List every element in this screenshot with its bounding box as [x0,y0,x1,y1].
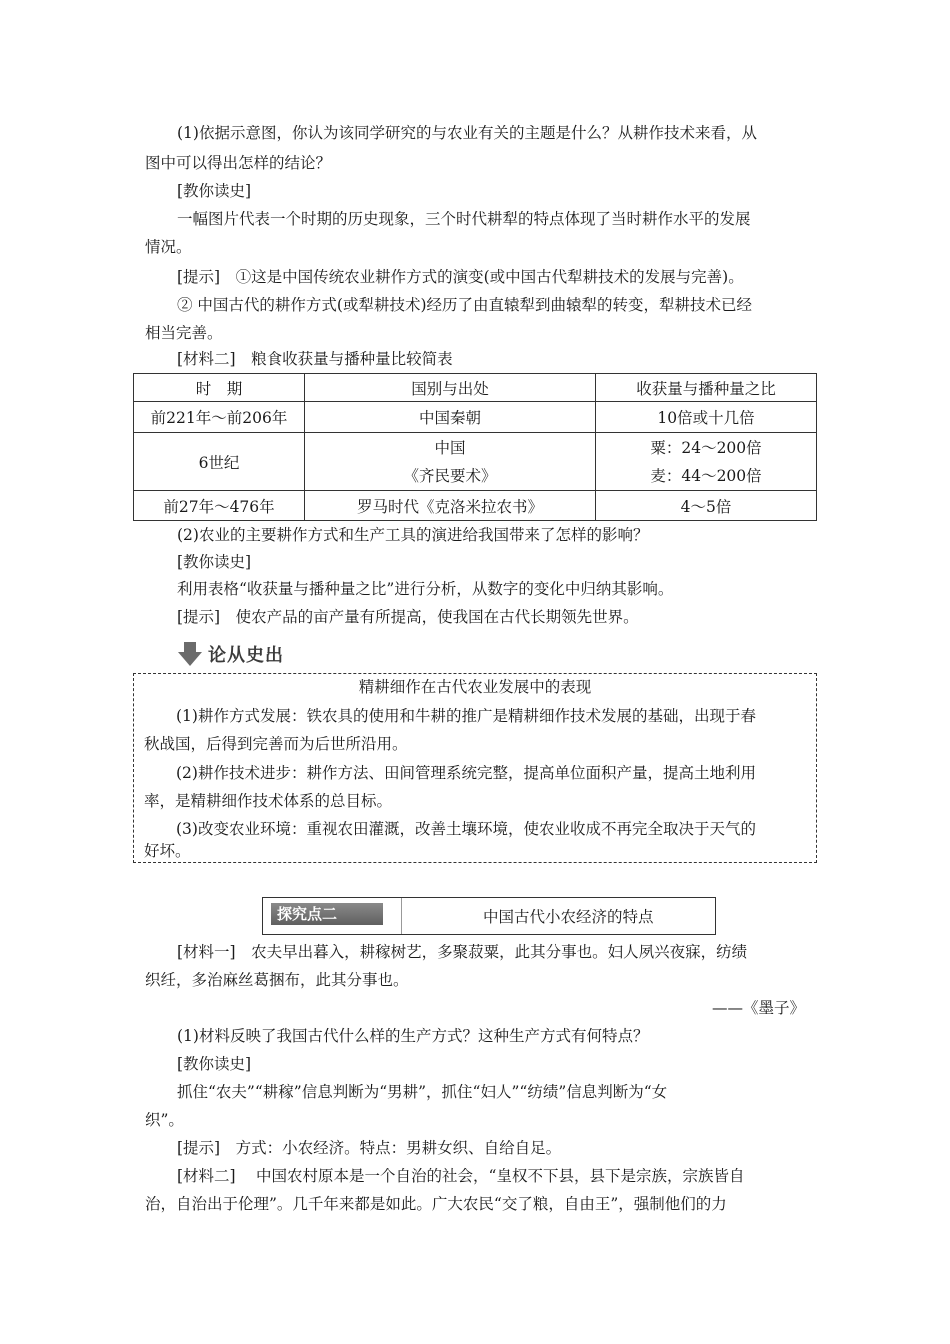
table-cell: 前27年～476年 [134,491,305,521]
table-cell-line: 中国 [434,438,466,457]
material-2-title: [材料二] 粮食收获量与播种量比较简表 [177,350,453,368]
table-cell: 10倍或十几倍 [596,402,817,433]
material-1: [材料一] 农夫早出暮入，耕稼树艺，多聚菽粟，此其分事也。妇人夙兴夜寐，纺绩 [177,943,748,961]
question-3: (1)材料反映了我国古代什么样的生产方式？这种生产方式有何特点？ [177,1027,649,1045]
table-cell-line: 粟：24～200倍 [650,438,762,457]
summary-item-3-cont: 好坏。 [144,842,191,860]
hint-2: [提示] 使农产品的亩产量有所提高，使我国在古代长期领先世界。 [177,608,639,626]
material-2b-cont: 治，自治出于伦理”。几千年来都是如此。广大农民“交了粮，自由王”，强制他们的力 [145,1195,727,1213]
summary-item-2-cont: 率，是精耕细作技术体系的总目标。 [144,792,393,810]
hint-3: [提示] 方式：小农经济。特点：男耕女织、自给自足。 [177,1139,562,1157]
comparison-table [133,373,817,521]
arrow-down-icon [176,640,204,668]
material-2b: [材料二] 中国农村原本是一个自治的社会，“皇权不下县，县下是宗族，宗族皆自 [177,1167,745,1185]
table-cell-line: 麦：44～200倍 [650,466,762,485]
question-1: (1)依据示意图，你认为该同学研究的与农业有关的主题是什么？从耕作技术来看，从 [177,124,757,142]
divider [401,898,402,934]
summary-title: 精耕细作在古代农业发展中的表现 [358,678,592,696]
hint-1-c: 相当完善。 [145,324,223,342]
table-header: 收获量与播种量之比 [596,374,817,402]
question-1-cont: 图中可以得出怎样的结论？ [145,154,332,172]
table-cell: 6世纪 [134,433,305,491]
read-history-text-cont: 情况。 [145,238,192,256]
section-banner [176,640,284,668]
table-row [134,402,817,433]
summary-item-2: (2)耕作技术进步：耕作方法、田间管理系统完整，提高单位面积产量，提高土地利用 [176,764,756,782]
read-history-label-3: [教你读史] [177,1055,252,1073]
table-header: 国别与出处 [305,374,596,402]
table-cell-line: 《齐民要术》 [403,466,497,485]
table-cell [305,433,596,491]
hint-1-b: ② 中国古代的耕作方式(或犁耕技术)经历了由直辕犁到曲辕犁的转变，犁耕技术已经 [177,296,753,314]
material-1-source: ——《墨子》 [711,999,805,1017]
summary-box [133,673,817,863]
summary-item-1-cont: 秋战国，后得到完善而为后世所沿用。 [144,735,408,753]
table-cell: 4～5倍 [596,491,817,521]
question-2: (2)农业的主要耕作方式和生产工具的演进给我国带来了怎样的影响？ [177,526,649,544]
table-row [134,433,817,491]
table-cell: 前221年～前206年 [134,402,305,433]
summary-item-1: (1)耕作方式发展：铁农具的使用和牛耕的推广是精耕细作技术发展的基础，出现于春 [176,707,756,725]
summary-item-3: (3)改变农业环境：重视农田灌溉，改善土壤环境，使农业收成不再完全取决于天气的 [176,820,756,838]
read-history-text: 一幅图片代表一个时期的历史现象，三个时代耕犁的特点体现了当时耕作水平的发展 [177,210,751,228]
explore-point-header [262,897,716,935]
section-banner-title: 论从史出 [208,645,284,666]
material-1-cont: 织纴，多治麻丝葛捆布，此其分事也。 [145,971,409,989]
table-cell [596,433,817,491]
read-history-label-2: [教你读史] [177,553,252,571]
explore-title: 中国古代小农经济的特点 [483,908,654,926]
read-history-text-2: 利用表格“收获量与播种量之比”进行分析，从数字的变化中归纳其影响。 [177,580,674,598]
table-row [134,491,817,521]
hint-1: [提示] ①这是中国传统农业耕作方式的演变(或中国古代犁耕技术的发展与完善)。 [177,268,744,286]
read-history-text-3-cont: 织”。 [145,1111,184,1129]
table-cell: 中国秦朝 [305,402,596,433]
table-cell: 罗马时代《克洛米拉农书》 [305,491,596,521]
read-history-label: [教你读史] [177,182,252,200]
table-header: 时 期 [134,374,305,402]
read-history-text-3: 抓住“农夫”“耕稼”信息判断为“男耕”，抓住“妇人”“纺绩”信息判断为“女 [177,1083,668,1101]
explore-badge: 探究点二 [271,903,383,925]
